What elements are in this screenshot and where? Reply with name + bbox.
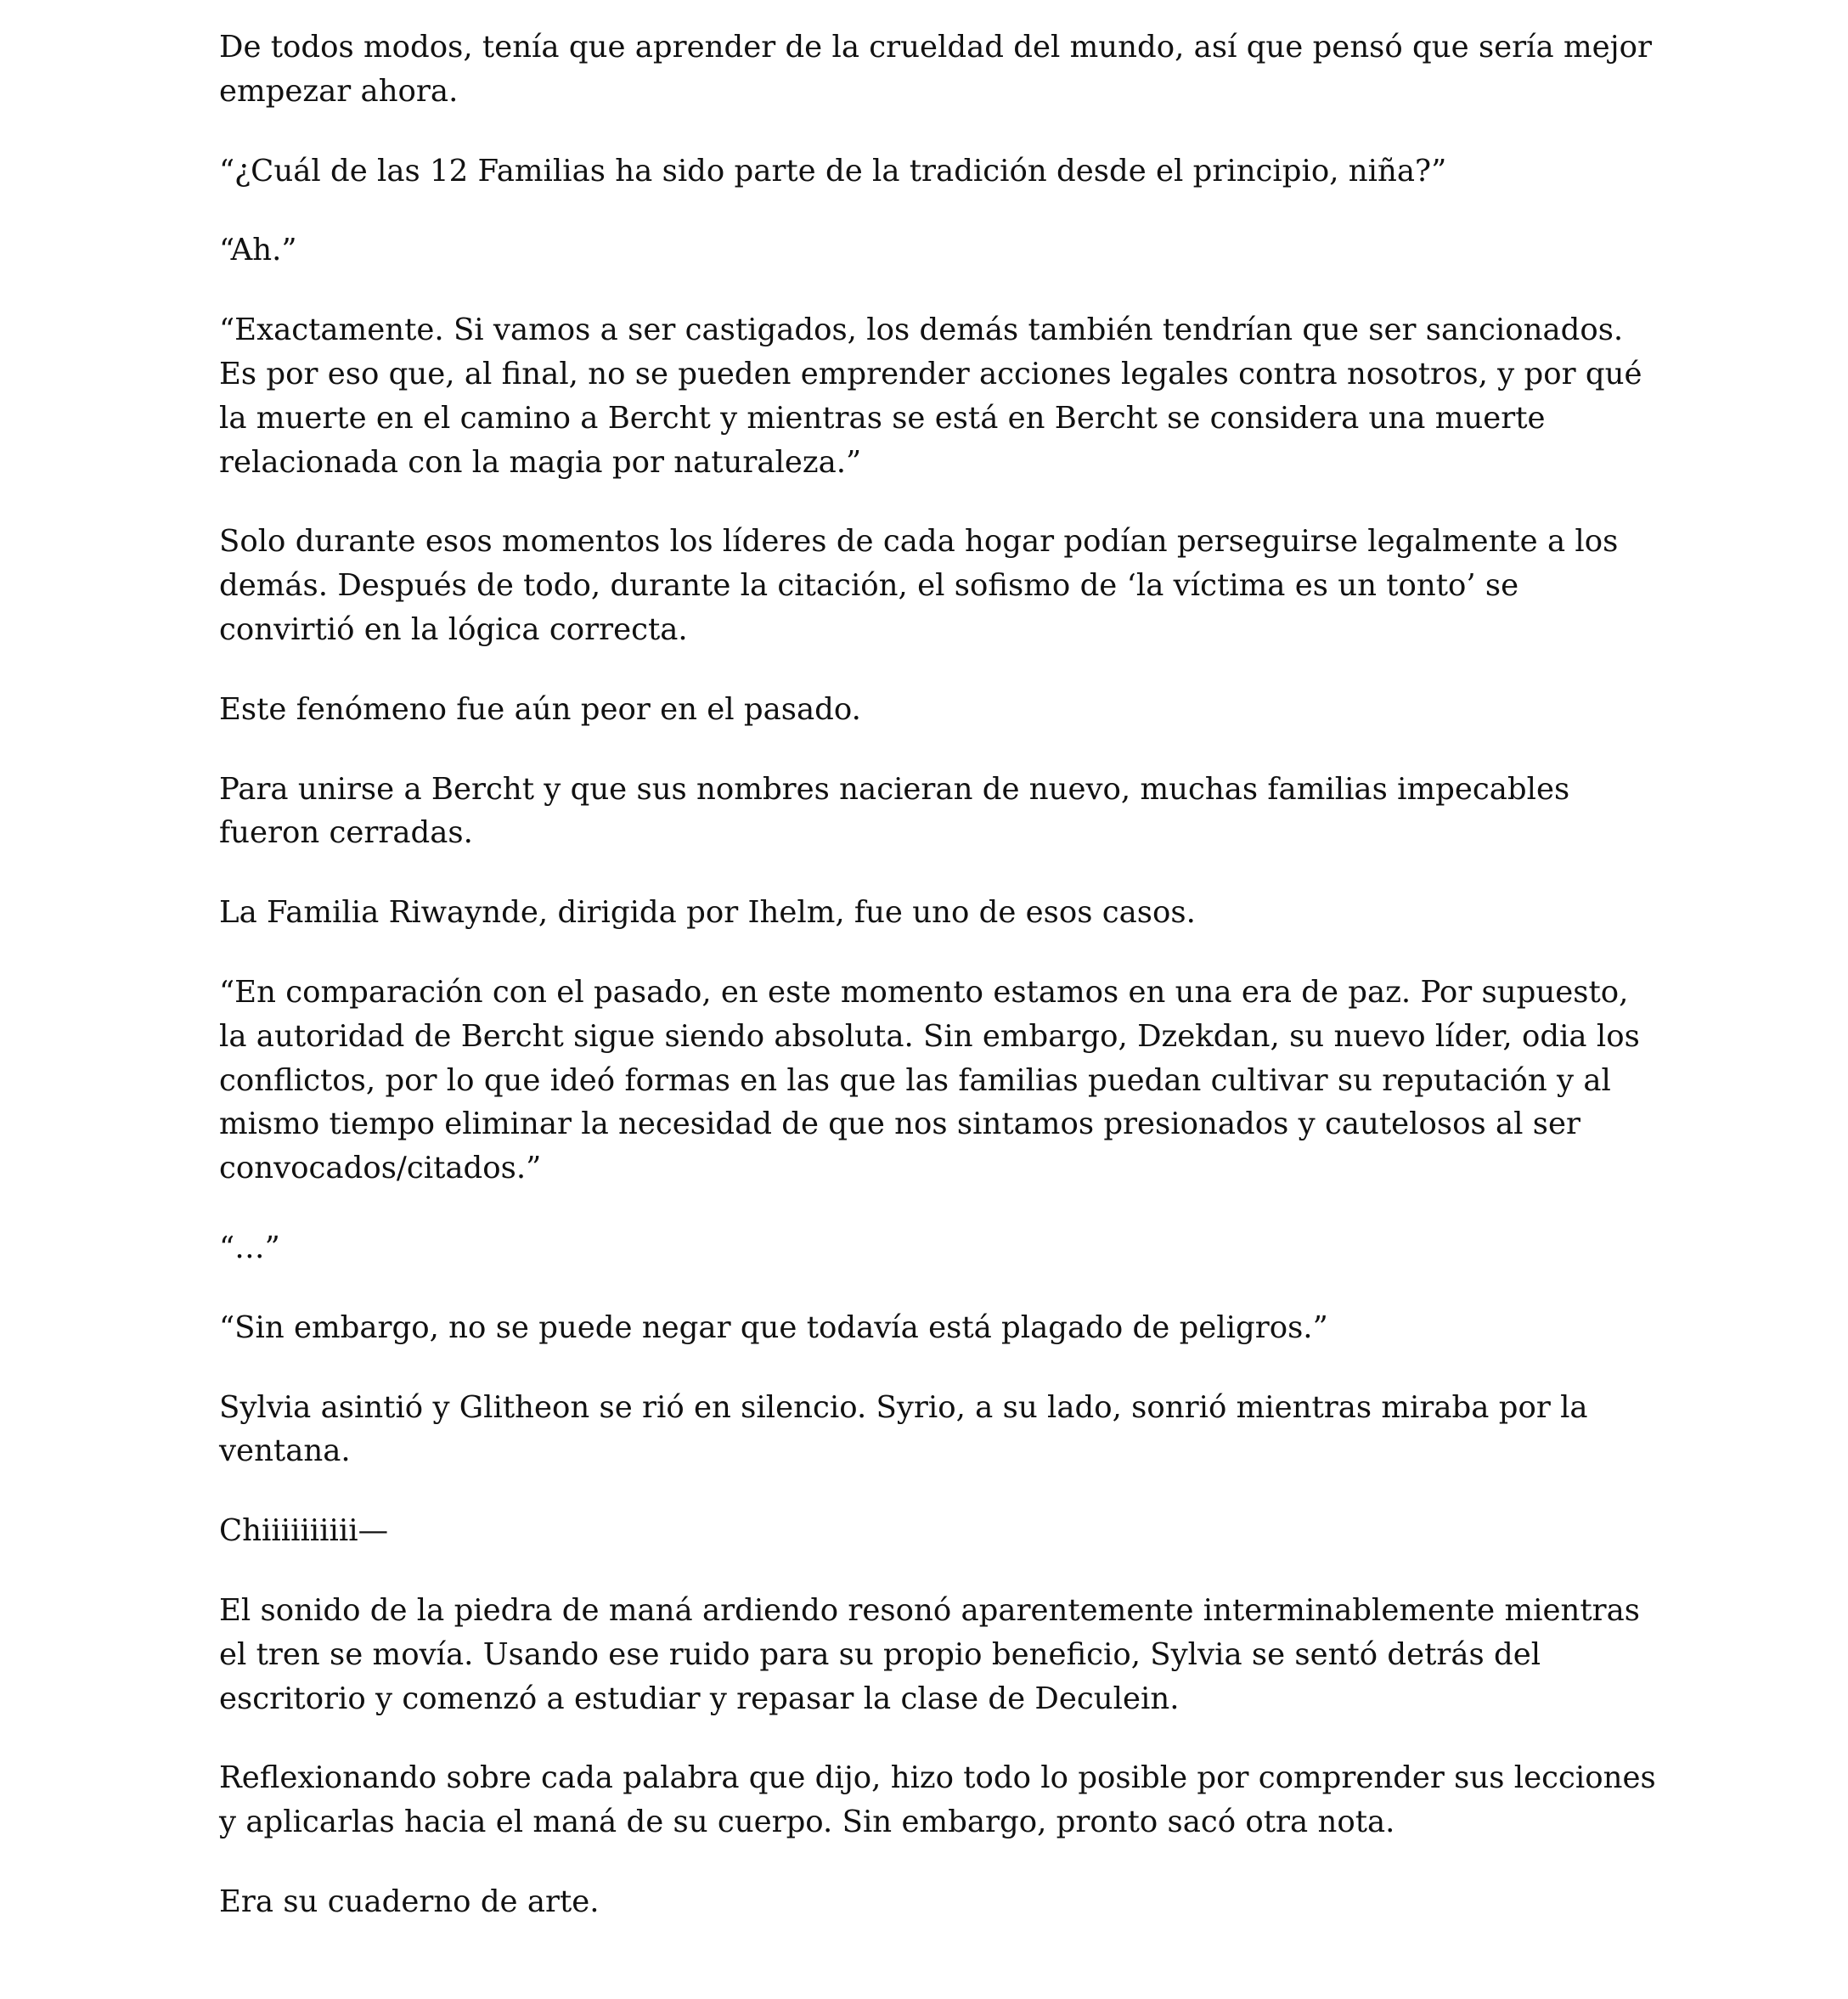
- document-page: [219, 25, 1663, 1960]
- paragraph: Este fenómeno fue aún peor en el pasado.: [219, 691, 861, 727]
- paragraph: Reflexionando sobre cada palabra que dijo, hizo todo lo posible por comprender sus lecciones y aplicarlas hacia el maná de su cuerpo. Sin embargo, pronto sacó otra nota.: [219, 1760, 1656, 1840]
- paragraph: “…”: [219, 1230, 280, 1265]
- paragraph: Era su cuaderno de arte.: [219, 1884, 600, 1919]
- paragraph: Chiiiiiiiiii—: [219, 1513, 389, 1549]
- paragraph: “¿Cuál de las 12 Familias ha sido parte de la tradición desde el principio, niña?”: [219, 153, 1447, 189]
- paragraph: “Ah.”: [219, 233, 297, 268]
- paragraph: Para unirse a Bercht y que sus nombres nacieran de nuevo, muchas familias impecables fueron cerradas.: [219, 771, 1570, 851]
- paragraph: Solo durante esos momentos los líderes de cada hogar podían perseguirse legalmente a los demás. Después de todo, durante la citación, el sofismo de ‘la víctima es un tonto’ se convirtió en la lógica correcta.: [219, 524, 1619, 647]
- paragraph: “En comparación con el pasado, en este momento estamos en una era de paz. Por supuesto, la autoridad de Bercht sigue siendo absoluta. Sin embargo, Dzekdan, su nuevo líder, odia los conflictos, por lo que ideó formas en las que las familias puedan cultivar su reputación y al mismo tiempo eliminar la necesidad de que nos sintamos presionados y cautelosos al ser convocados/citados.”: [219, 974, 1640, 1186]
- paragraph: De todos modos, tenía que aprender de la crueldad del mundo, así que pensó que sería mejor empezar ahora.: [219, 30, 1652, 109]
- paragraph: La Familia Riwaynde, dirigida por Ihelm, fue uno de esos casos.: [219, 895, 1196, 931]
- paragraph: “Sin embargo, no se puede negar que todavía está plagado de peligros.”: [219, 1309, 1328, 1345]
- paragraph: “Exactamente. Si vamos a ser castigados, los demás también tendrían que ser sancionados. Es por eso que, al final, no se pueden emprender acciones legales contra nosotros, y por qué la muerte en el camino a Bercht y mientras se está en Bercht se considera una muerte relacionada con la magia por naturaleza.”: [219, 313, 1642, 480]
- paragraph: El sonido de la piedra de maná ardiendo resonó aparentemente interminablemente mientras el tren se movía. Usando ese ruido para su propio beneficio, Sylvia se sentó detrás del escritorio y comenzó a estudiar y repasar la clase de Deculein.: [219, 1592, 1640, 1716]
- paragraph: Sylvia asintió y Glitheon se rió en silencio. Syrio, a su lado, sonrió mientras miraba por la ventana.: [219, 1389, 1588, 1469]
